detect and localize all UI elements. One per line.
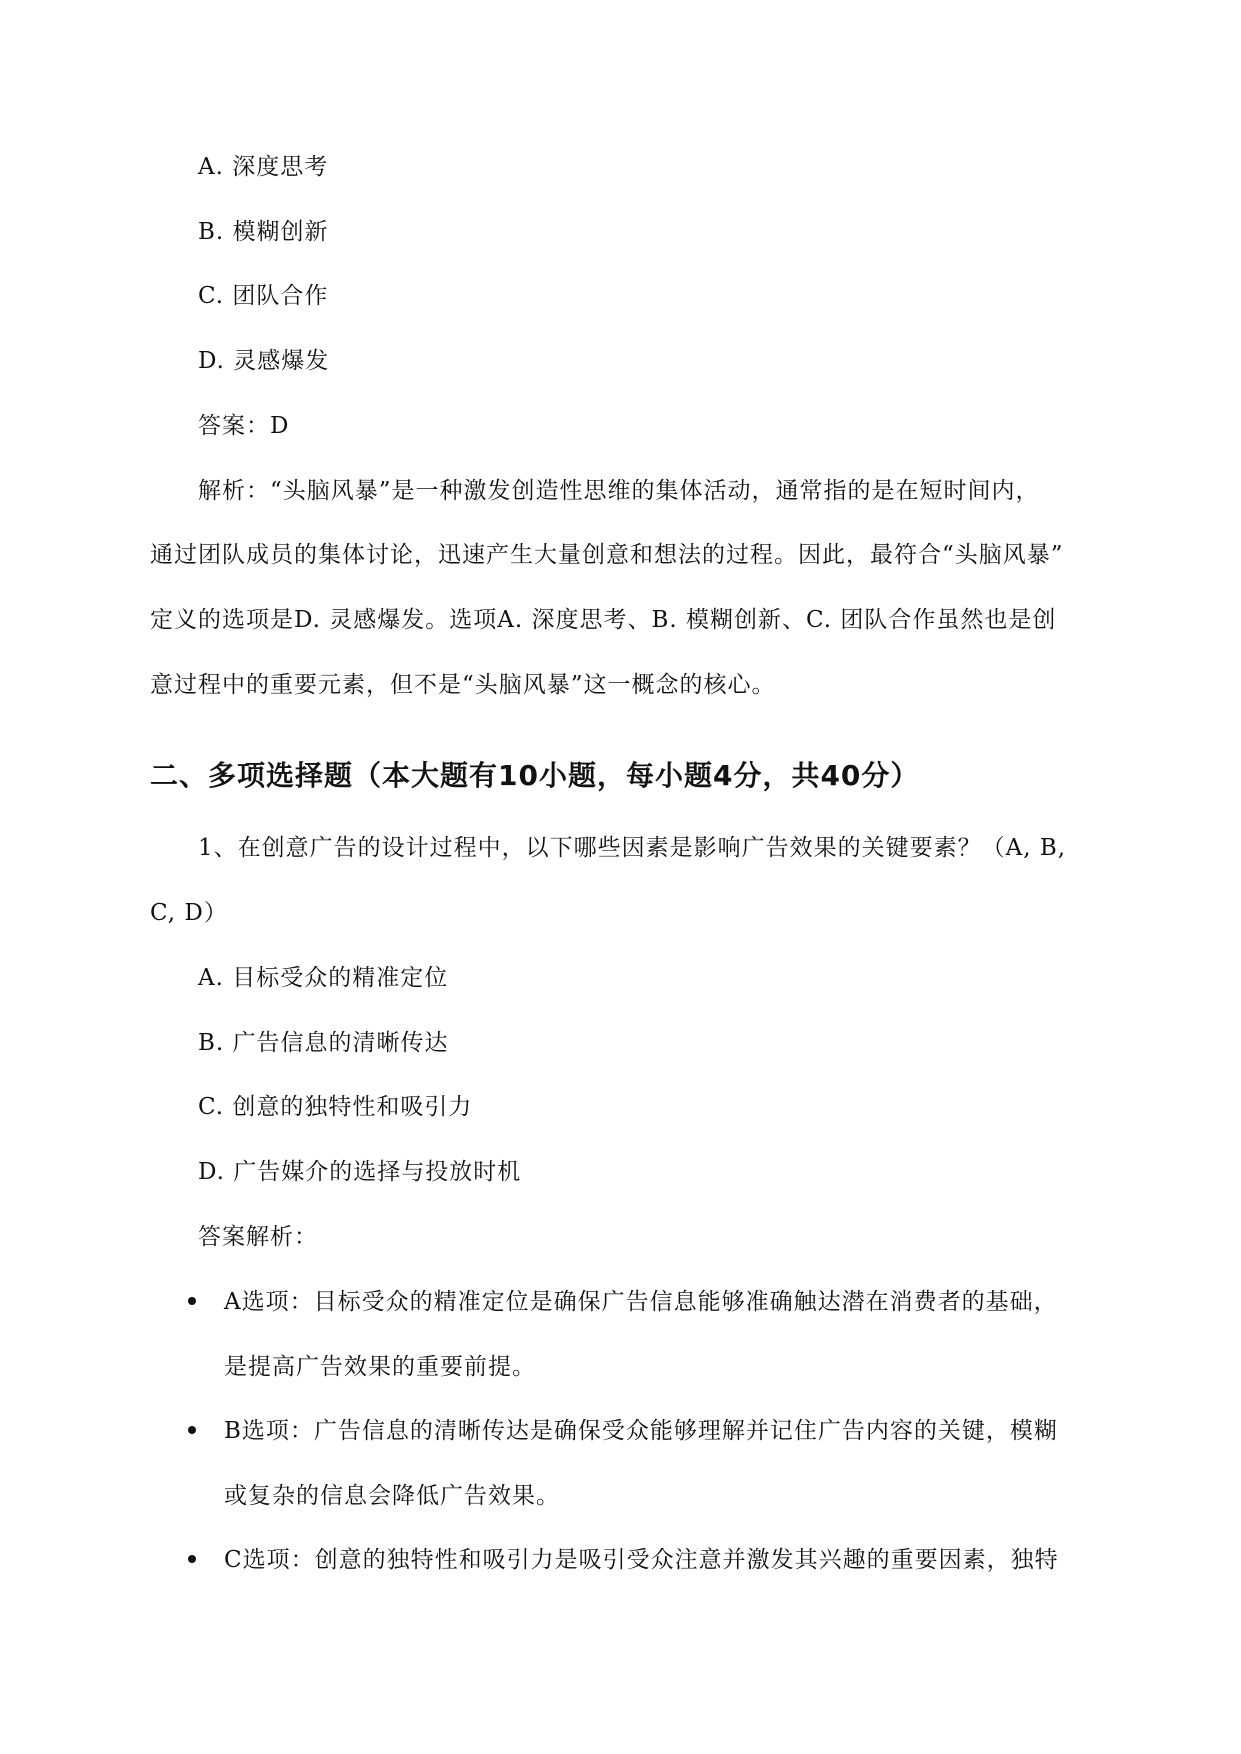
bullet-b-line-1: B选项：广告信息的清晰传达是确保受众能够理解并记住广告内容的关键，模糊 — [224, 1418, 1058, 1444]
analysis-title: 答案解析： — [198, 1224, 318, 1250]
q1-option-c: C. 创意的独特性和吸引力 — [198, 1094, 473, 1120]
option-d: D. 灵感爆发 — [198, 348, 330, 374]
q1-option-d: D. 广告媒介的选择与投放时机 — [198, 1159, 522, 1185]
bullet-a-line-2: 是提高广告效果的重要前提。 — [224, 1354, 536, 1380]
answer-line: 答案：D — [198, 413, 290, 439]
q1-option-b: B. 广告信息的清晰传达 — [198, 1030, 449, 1056]
option-a: A. 深度思考 — [198, 154, 329, 180]
bullet-a-line-1: A选项：目标受众的精准定位是确保广告信息能够准确触达潜在消费者的基础， — [224, 1289, 1058, 1315]
section-heading: 二、多项选择题（本大题有10小题，每小题4分，共40分） — [150, 759, 920, 792]
q1-option-a: A. 目标受众的精准定位 — [198, 965, 449, 991]
bullet-dot — [188, 1426, 196, 1434]
analysis-line-3: 定义的选项是D. 灵感爆发。选项A. 深度思考、B. 模糊创新、C. 团队合作虽然也是创 — [150, 607, 1057, 633]
option-b: B. 模糊创新 — [198, 219, 329, 245]
bullet-dot — [188, 1555, 196, 1563]
option-c: C. 团队合作 — [198, 283, 329, 309]
question-stem-line-2: C, D） — [150, 900, 228, 926]
analysis-line-2: 通过团队成员的集体讨论，迅速产生大量创意和想法的过程。因此，最符合“头脑风暴” — [150, 542, 1064, 568]
question-stem-line-1: 1、在创意广告的设计过程中，以下哪些因素是影响广告效果的关键要素？（A, B, — [198, 835, 1067, 861]
bullet-b-line-2: 或复杂的信息会降低广告效果。 — [224, 1483, 560, 1509]
bullet-c-line-1: C选项：创意的独特性和吸引力是吸引受众注意并激发其兴趣的重要因素，独特 — [224, 1547, 1059, 1573]
analysis-line-4: 意过程中的重要元素，但不是“头脑风暴”这一概念的核心。 — [150, 672, 776, 698]
analysis-line-1: 解析：“头脑风暴”是一种激发创造性思维的集体活动，通常指的是在短时间内， — [198, 478, 1040, 504]
bullet-dot — [188, 1297, 196, 1305]
